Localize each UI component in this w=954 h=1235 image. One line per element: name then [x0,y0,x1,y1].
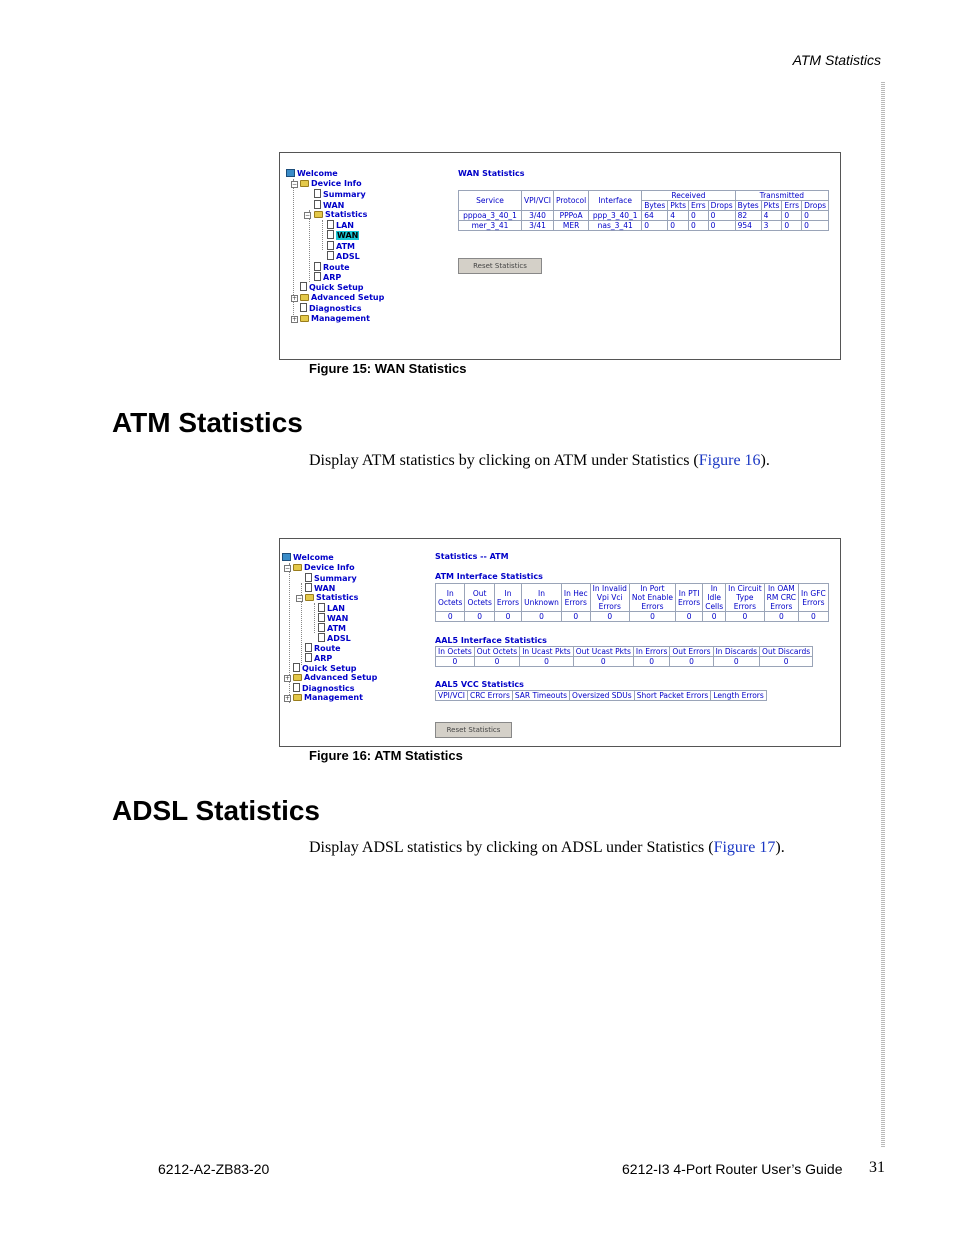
paragraph-text: Display ADSL statistics by clicking on ADSL under Statistics ( [309,839,714,856]
table-cell: 0 [494,612,521,622]
folder-icon [300,294,309,301]
col-header-line: In Circuit [728,584,762,593]
col-header: Drops [708,201,735,211]
table-row [436,657,813,667]
table-row [459,211,829,221]
page-icon [314,189,321,198]
col-header: Bytes [735,201,761,211]
tree-item-device-info[interactable]: Device Info [300,179,362,189]
col-header: CRC Errors [467,691,512,701]
table-cell: ppp_3_40_1 [589,211,642,221]
page-number: 31 [869,1159,885,1176]
table-cell: 0 [764,612,798,622]
tree-item-management[interactable]: Management [300,314,370,324]
page-icon [293,663,300,672]
table-cell: nas_3_41 [589,221,642,231]
table-cell: 0 [436,657,475,667]
table-cell: 954 [735,221,761,231]
table-cell: 0 [726,612,765,622]
table-cell: 0 [668,221,689,231]
col-header: Oversized SDUs [570,691,635,701]
col-header-line: Errors [678,597,701,607]
table-cell: 0 [799,612,829,622]
table-cell: 0 [629,612,675,622]
table-cell: 0 [573,657,633,667]
table-cell: 0 [670,657,713,667]
folder-icon [314,211,323,218]
col-header: In Octets [436,647,475,657]
table-cell: 0 [676,612,703,622]
adsl-statistics-paragraph [309,839,785,857]
reset-statistics-button[interactable]: Reset Statistics [435,722,512,738]
col-header-line: Errors [641,602,664,611]
col-header [799,584,829,612]
paragraph-text: Display ATM statistics by clicking on ATM under Statistics ( [309,452,699,469]
page-icon [305,583,312,592]
tree-item-route[interactable]: Route [305,643,341,654]
col-header-line: Octets [467,597,492,607]
table-cell: 0 [782,211,802,221]
page-icon [300,282,307,291]
paragraph-text: ). [760,452,770,469]
tree-item-adsl[interactable]: ADSL [327,251,360,262]
side-rule [881,82,885,1147]
table-cell: 82 [735,211,761,221]
table-cell: 0 [520,657,574,667]
col-header: Pkts [668,201,689,211]
page-icon [305,643,312,652]
folder-icon [300,315,309,322]
table-cell: 0 [708,211,735,221]
aal5-vcc-title: AAL5 VCC Statistics [435,680,524,689]
col-header-line: Vpi Vci [596,593,623,602]
tree-item-wan-selected[interactable]: WAN [327,230,359,241]
wan-stats-table [458,190,829,231]
folder-icon [293,564,302,571]
wan-statistics-screenshot [279,152,841,360]
page-icon [318,623,325,632]
col-header: Out Errors [670,647,713,657]
tree-item-adsl[interactable]: ADSL [318,633,351,644]
collapse-icon[interactable]: − [285,565,291,572]
page-icon [318,613,325,622]
table-cell: 3/41 [522,221,554,231]
folder-icon [293,694,302,701]
col-header [494,584,521,612]
col-header: Service [459,191,522,211]
table-cell: 0 [436,612,465,622]
page-icon [318,633,325,642]
col-header [629,584,675,612]
col-header-line: Out [472,588,487,598]
table-cell: 0 [802,211,829,221]
tree-item-diagnostics[interactable]: Diagnostics [293,683,355,694]
table-cell: MER [553,221,588,231]
table-cell: 0 [561,612,590,622]
panel-title: Statistics -- ATM [435,552,509,561]
page-icon [318,603,325,612]
figure-15-caption: Figure 15: WAN Statistics [309,361,467,376]
col-header: SAR Timeouts [512,691,569,701]
col-header: Out Discards [760,647,813,657]
table-cell: 0 [760,657,813,667]
tree-item-route[interactable]: Route [314,262,350,273]
tree-item-welcome[interactable]: Welcome [282,553,334,563]
figure-17-link[interactable]: Figure 17 [713,839,776,856]
atm-interface-title: ATM Interface Statistics [435,572,543,581]
col-header-line: In Hec [563,588,588,598]
col-header [726,584,765,612]
page-icon [314,262,321,271]
tree-item-advanced-setup[interactable]: Advanced Setup [293,673,377,683]
table-cell: 0 [703,612,726,622]
table-cell: 3 [761,221,782,231]
table-cell: 64 [642,211,668,221]
adsl-statistics-heading: ADSL Statistics [112,795,320,826]
table-cell: 3/40 [522,211,554,221]
table-cell: 0 [782,221,802,231]
atm-statistics-paragraph [309,452,770,470]
tree-item-arp[interactable]: ARP [314,272,341,283]
expand-icon[interactable]: + [285,695,291,702]
expand-icon[interactable]: + [292,316,298,323]
table-cell: 4 [668,211,689,221]
aal5-vcc-table [435,690,767,701]
tree-item-lan[interactable]: LAN [318,603,345,614]
col-header: Drops [802,201,829,211]
atm-interface-table [435,583,829,622]
col-header-line: Errors [802,597,825,607]
col-header-line: Type [736,593,754,602]
tree-item-statistics[interactable]: Statistics [314,210,367,220]
table-cell: 0 [688,221,708,231]
col-header: Errs [782,201,802,211]
col-header: In Discards [713,647,759,657]
col-header: Received [642,191,735,201]
table-cell: 0 [465,612,494,622]
paragraph-text: ). [775,839,785,856]
table-cell: 0 [522,612,562,622]
col-header-line: In Port [640,584,665,593]
atm-statistics-screenshot [279,538,841,747]
tree-item-wan[interactable]: WAN [314,200,344,211]
col-header-line: In PTI [678,588,700,598]
col-header-line: Errors [496,597,520,607]
table-row [459,221,829,231]
col-header: Errs [688,201,708,211]
tree-item-statistics[interactable]: Statistics [305,593,358,603]
table-cell: 0 [713,657,759,667]
col-header-line: In [538,588,545,598]
aal5-interface-table [435,646,813,667]
table-cell: 4 [761,211,782,221]
col-header: VPI/VCI [436,691,468,701]
col-header-line: Errors [564,597,587,607]
col-header [465,584,494,612]
tree-item-device-info[interactable]: Device Info [293,563,355,573]
col-header-line: Errors [770,602,793,611]
folder-icon [293,674,302,681]
globe-icon [286,169,295,177]
page-icon [300,303,307,312]
tree-item-wan[interactable]: WAN [305,583,335,594]
col-header: Length Errors [711,691,766,701]
col-header [764,584,798,612]
tree-item-arp[interactable]: ARP [305,653,332,664]
folder-icon [305,594,314,601]
page-icon [314,272,321,281]
col-header [676,584,703,612]
col-header-line: Unknown [524,597,559,607]
col-header-line: Errors [598,602,621,611]
footer-guide-title: 6212-I3 4-Port Router User’s Guide [622,1161,843,1177]
collapse-icon[interactable]: − [292,181,298,188]
col-header-line: Idle [707,593,721,602]
col-header-line: Cells [705,602,724,611]
col-header-line: In OAM [767,584,795,593]
tree-item-atm[interactable]: ATM [327,241,355,252]
tree-item-quick-setup[interactable]: Quick Setup [293,663,357,674]
table-row [436,612,829,622]
tree-item-summary[interactable]: Summary [305,573,357,584]
col-header-line: Not Enable [631,593,673,602]
page-icon [327,251,334,260]
footer-doc-number: 6212-A2-ZB83-20 [158,1161,270,1177]
page-icon [327,230,334,239]
panel-title: WAN Statistics [458,169,525,178]
atm-statistics-heading: ATM Statistics [112,407,303,438]
page-icon [314,200,321,209]
page-icon [327,241,334,250]
col-header [436,584,465,612]
col-header: VPI/VCI [522,191,554,211]
expand-icon[interactable]: + [292,295,298,302]
page-icon [305,573,312,582]
col-header-line: Octets [438,597,463,607]
col-header: In Errors [633,647,670,657]
col-header-line: In GFC [801,588,826,598]
tree-item-summary[interactable]: Summary [314,189,366,200]
col-header-line: In [504,588,512,598]
col-header-line: In Invalid [592,584,627,593]
col-header [522,584,562,612]
col-header [590,584,629,612]
folder-icon [300,180,309,187]
col-header: Protocol [553,191,588,211]
tree-item-welcome[interactable]: Welcome [286,169,338,179]
col-header: Pkts [761,201,782,211]
col-header: Out Octets [474,647,519,657]
globe-icon [282,553,291,561]
tree-item-quick-setup[interactable]: Quick Setup [300,282,364,293]
table-cell: 0 [633,657,670,667]
page-icon [305,653,312,662]
collapse-icon[interactable]: − [305,212,311,219]
col-header: Bytes [642,201,668,211]
table-cell: 0 [474,657,519,667]
table-cell: 0 [802,221,829,231]
tree-item-diagnostics[interactable]: Diagnostics [300,303,362,314]
table-cell: 0 [590,612,629,622]
page-icon [293,683,300,692]
tree-item-management[interactable]: Management [293,693,363,703]
col-header-line: In [710,584,718,593]
figure-16-link[interactable]: Figure 16 [698,452,761,469]
col-header: Short Packet Errors [634,691,711,701]
col-header: Interface [589,191,642,211]
tree-item-atm[interactable]: ATM [318,623,346,634]
table-cell: 0 [642,221,668,231]
table-cell: PPPoA [553,211,588,221]
col-header [703,584,726,612]
col-header: Out Ucast Pkts [573,647,633,657]
table-cell: pppoa_3_40_1 [459,211,522,221]
reset-statistics-button[interactable]: Reset Statistics [458,258,542,274]
col-header: In Ucast Pkts [520,647,574,657]
table-cell: 0 [688,211,708,221]
page-icon [327,220,334,229]
expand-icon[interactable]: + [285,675,291,682]
col-header: Transmitted [735,191,828,201]
table-cell: 0 [708,221,735,231]
collapse-icon[interactable]: − [297,595,303,602]
running-head: ATM Statistics [792,52,881,68]
tree-item-advanced-setup[interactable]: Advanced Setup [300,293,384,303]
tree-item-lan[interactable]: LAN [327,220,354,231]
aal5-interface-title: AAL5 Interface Statistics [435,636,547,645]
table-cell: mer_3_41 [459,221,522,231]
col-header-line: In [446,588,454,598]
figure-16-caption: Figure 16: ATM Statistics [309,748,463,763]
col-header [561,584,590,612]
col-header-line: RM CRC [766,593,797,602]
tree-item-wan[interactable]: WAN [318,613,348,624]
col-header-line: Errors [733,602,756,611]
